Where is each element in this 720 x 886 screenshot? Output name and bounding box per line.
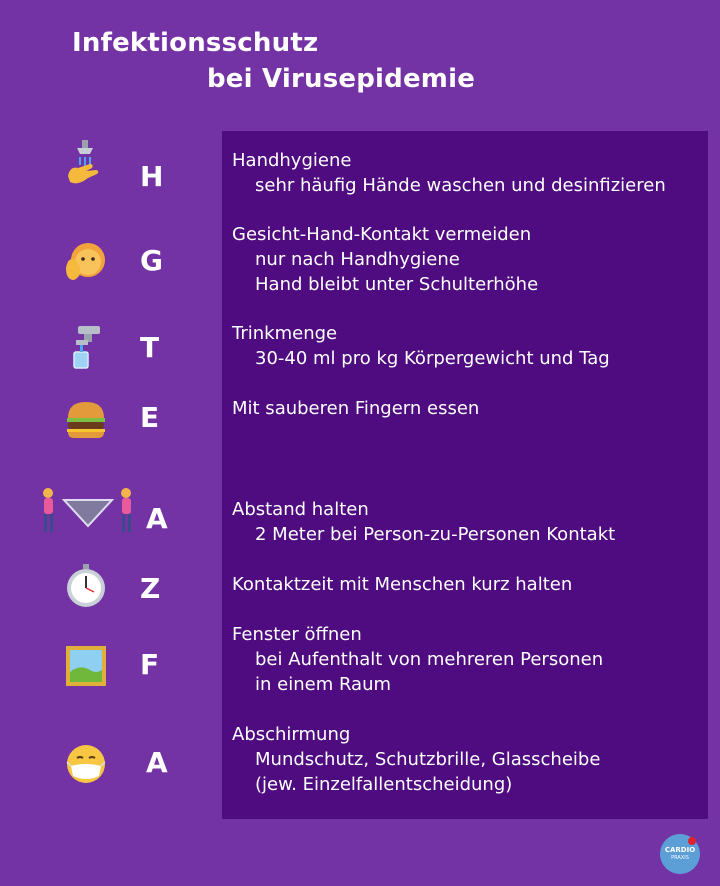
window-picture-icon	[60, 642, 112, 690]
rule-head: Gesicht-Hand-Kontakt vermeiden	[232, 224, 532, 245]
rule-sub: nur nach Handhygiene	[255, 249, 460, 270]
rule-essen	[232, 396, 479, 421]
rule-abschirmung	[232, 722, 600, 797]
water-tap-icon	[60, 324, 112, 372]
face-mask-icon	[60, 740, 112, 788]
burger-icon	[60, 396, 112, 444]
face-hand-icon	[60, 238, 112, 286]
rule-abstand	[232, 497, 615, 547]
letter-t: T	[140, 331, 160, 364]
shower-hand-icon	[60, 140, 112, 188]
rule-sub: Mundschutz, Schutzbrille, Glasscheibe	[255, 749, 601, 770]
rule-sub: bei Aufenthalt von mehreren Personen	[255, 649, 604, 670]
rule-handhygiene	[232, 148, 666, 198]
logo-dot	[688, 837, 696, 845]
rule-sub: Hand bleibt unter Schulterhöhe	[255, 274, 539, 295]
rule-sub: sehr häufig Hände waschen und desinfizieren	[255, 175, 666, 196]
rule-head: Fenster öffnen	[232, 624, 362, 645]
logo-line-1: CARDIO	[664, 846, 696, 854]
rule-sub: in einem Raum	[255, 674, 392, 695]
rule-fenster	[232, 622, 603, 697]
logo-line-2: PRAXIS	[671, 855, 689, 861]
rule-sub: 30-40 ml pro kg Körpergewicht und Tag	[255, 348, 610, 369]
letter-h: H	[140, 160, 164, 193]
rule-sub: (jew. Einzelfallentscheidung)	[255, 774, 513, 795]
rule-head: Kontaktzeit mit Menschen kurz halten	[232, 574, 573, 595]
cardio-praxis-logo	[660, 834, 700, 874]
rule-head: Handhygiene	[232, 150, 352, 171]
rule-kontaktzeit	[232, 572, 572, 597]
distance-persons-icon	[36, 486, 140, 542]
rule-sub: 2 Meter bei Person-zu-Personen Kontakt	[255, 524, 616, 545]
letter-e: E	[140, 401, 160, 434]
rule-head: Mit sauberen Fingern essen	[232, 398, 480, 419]
letter-a-abstand: A	[146, 502, 168, 535]
rule-head: Abschirmung	[232, 724, 351, 745]
rule-head: Abstand halten	[232, 499, 369, 520]
stopwatch-icon	[60, 562, 112, 610]
rule-head: Trinkmenge	[232, 323, 338, 344]
rule-trinkmenge	[232, 321, 610, 371]
letter-a-abschirmung: A	[146, 746, 168, 779]
letter-f: F	[140, 648, 160, 681]
rule-gesicht-hand	[232, 222, 538, 297]
title-line-1: Infektionsschutz	[72, 28, 319, 58]
title-line-2: bei Virusepidemie	[207, 64, 476, 94]
letter-g: G	[140, 244, 163, 277]
letter-z: Z	[140, 572, 161, 605]
